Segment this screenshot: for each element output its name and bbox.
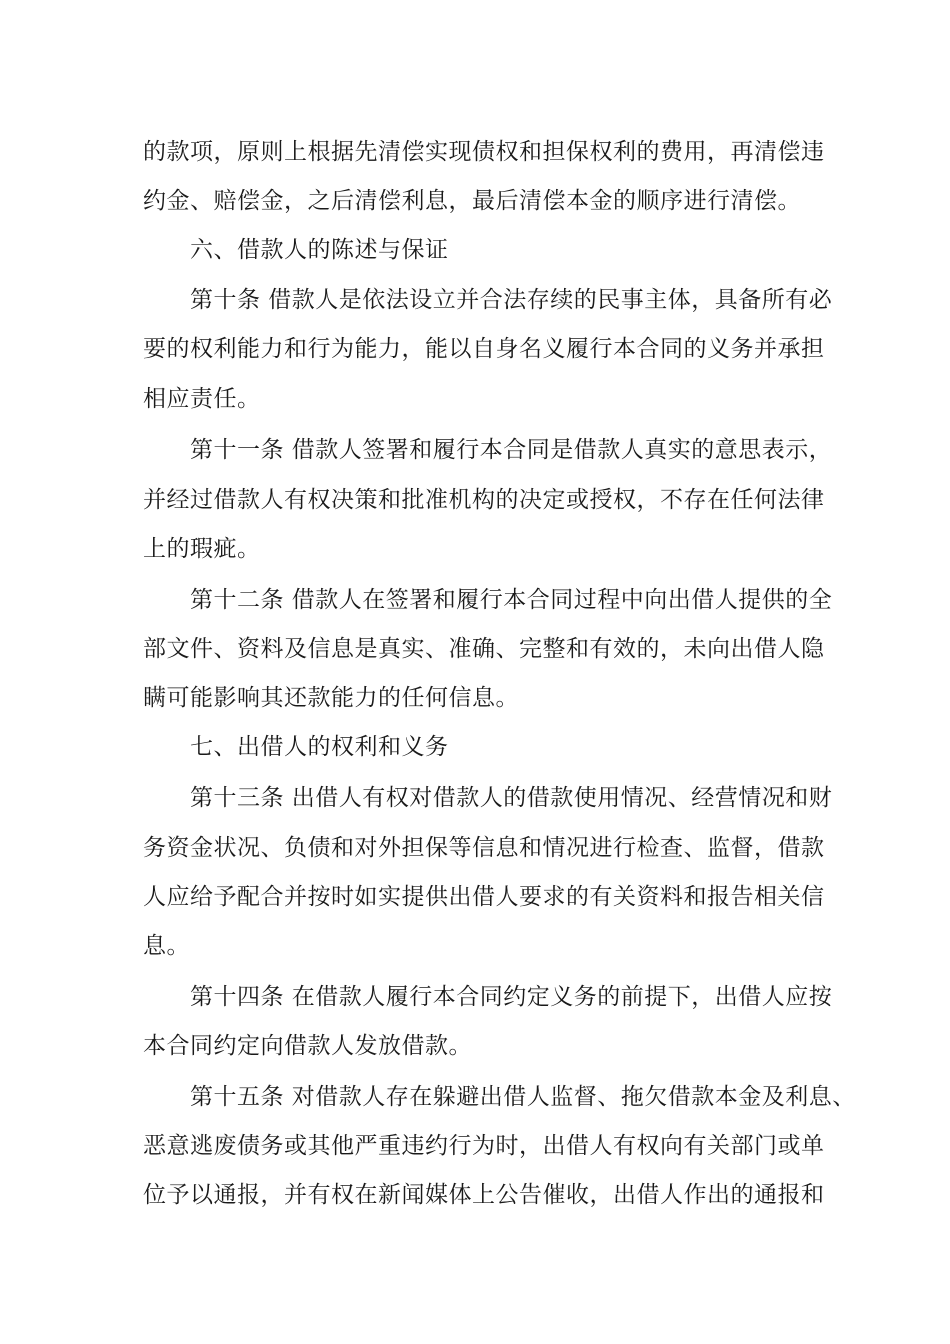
paragraph-line: 本合同约定向借款人发放借款。: [143, 1033, 472, 1059]
paragraph-line: 的款项，原则上根据先清偿实现债权和担保权利的费用，再清偿违: [143, 139, 825, 165]
paragraph-line: 息。: [143, 933, 190, 959]
paragraph-line: 恶意逃废债务或其他严重违约行为时，出借人有权向有关部门或单: [143, 1133, 825, 1159]
article-first-line: 第十一条 借款人签署和履行本合同是借款人真实的意思表示，: [190, 437, 833, 463]
article-first-line: 第十四条 在借款人履行本合同约定义务的前提下，出借人应按: [190, 984, 833, 1010]
paragraph-line: 位予以通报，并有权在新闻媒体上公告催收，出借人作出的通报和: [143, 1182, 825, 1208]
paragraph-line: 要的权利能力和行为能力，能以自身名义履行本合同的义务并承担: [143, 336, 825, 362]
paragraph-line: 上的瑕疵。: [143, 536, 261, 562]
section-heading: 六、借款人的陈述与保证: [190, 237, 449, 263]
article-first-line: 第十二条 借款人在签署和履行本合同过程中向出借人提供的全: [190, 587, 833, 613]
paragraph-line: 相应责任。: [143, 386, 261, 412]
article-first-line: 第十条 借款人是依法设立并合法存续的民事主体，具备所有必: [190, 287, 833, 313]
paragraph-line: 约金、赔偿金，之后清偿利息，最后清偿本金的顺序进行清偿。: [143, 188, 801, 214]
paragraph-line: 瞒可能影响其还款能力的任何信息。: [143, 685, 519, 711]
article-first-line: 第十五条 对借款人存在躲避出借人监督、拖欠借款本金及利息、: [190, 1084, 856, 1110]
section-heading: 七、出借人的权利和义务: [190, 734, 449, 760]
paragraph-line: 务资金状况、负债和对外担保等信息和情况进行检查、监督，借款: [143, 835, 825, 861]
paragraph-line: 并经过借款人有权决策和批准机构的决定或授权，不存在任何法律: [143, 487, 825, 513]
article-first-line: 第十三条 出借人有权对借款人的借款使用情况、经营情况和财: [190, 785, 833, 811]
paragraph-line: 部文件、资料及信息是真实、准确、完整和有效的，未向出借人隐: [143, 636, 825, 662]
paragraph-line: 人应给予配合并按时如实提供出借人要求的有关资料和报告相关信: [143, 884, 825, 910]
